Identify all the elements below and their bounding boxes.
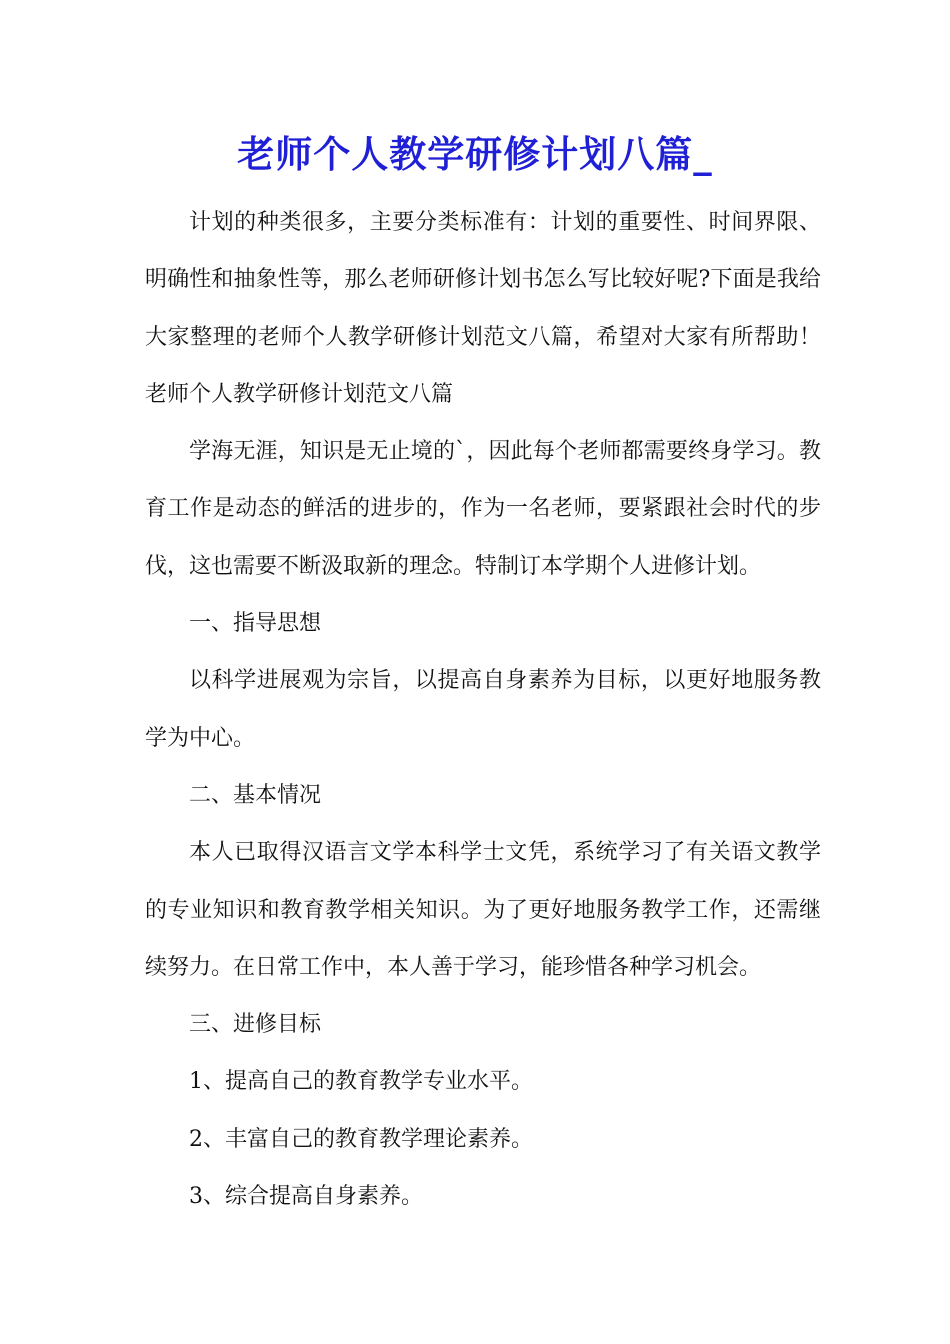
- body-paragraph: 学海无涯，知识是无止境的`，因此每个老师都需要终身学习。教育工作是动态的鲜活的进步的，作为一名老师，要紧跟社会时代的步伐，这也需要不断汲取新的理念。特制订本学期个人进修计划。: [145, 439, 821, 579]
- intro-paragraph: 计划的种类很多，主要分类标准有：计划的重要性、时间界限、明确性和抽象性等，那么老师研修计划书怎么写比较好呢?下面是我给大家整理的老师个人教学研修计划范文八篇，希望对大家有所帮助！老师个人教学研修计划范文八篇: [145, 210, 821, 407]
- body-paragraph: 以科学进展观为宗旨，以提高自身素养为目标，以更好地服务教学为中心。: [145, 668, 821, 751]
- list-item: 2、丰富自己的教育教学理论素养。: [189, 1126, 533, 1152]
- document-body: [145, 194, 821, 1225]
- document-title: 老师个人教学研修计划八篇_: [237, 132, 713, 176]
- section-heading: 二、基本情况: [189, 782, 322, 808]
- section-heading: 一、指导思想: [189, 611, 322, 637]
- list-item: 3、综合提高自身素养。: [189, 1184, 423, 1210]
- list-item: 1、提高自己的教育教学专业水平。: [189, 1069, 533, 1095]
- body-paragraph: 本人已取得汉语言文学本科学士文凭，系统学习了有关语文教学的专业知识和教育教学相关知识。为了更好地服务教学工作，还需继续努力。在日常工作中，本人善于学习，能珍惜各种学习机会。: [145, 840, 821, 980]
- section-heading: 三、进修目标: [189, 1012, 322, 1038]
